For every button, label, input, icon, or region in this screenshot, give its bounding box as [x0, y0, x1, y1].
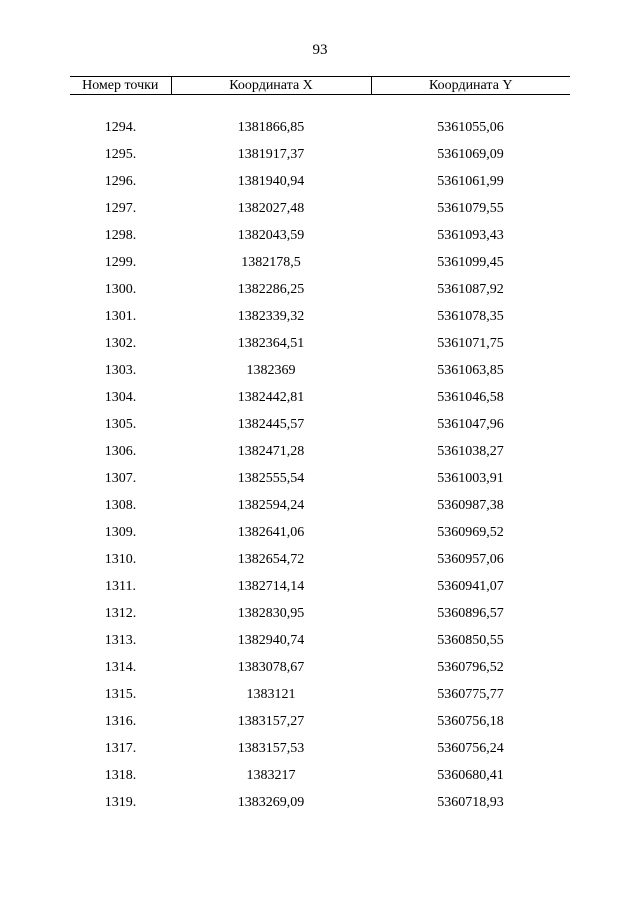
cell-point-number: 1306. [104, 444, 137, 459]
cell-coordinate-y: 5360756,18 [437, 714, 504, 729]
cell-coordinate-x: 1382339,32 [237, 309, 305, 324]
table-row [70, 546, 570, 573]
cell-coordinate-y: 5361099,45 [437, 255, 504, 270]
table-row [70, 438, 570, 465]
table-row [70, 195, 570, 222]
cell-coordinate-x: 1383269,09 [237, 795, 305, 810]
cell-point-number: 1305. [104, 417, 137, 432]
table-row [70, 573, 570, 600]
cell-point-number: 1308. [104, 498, 137, 513]
cell-coordinate-y: 5361055,06 [437, 120, 504, 135]
cell-point-number: 1303. [104, 363, 137, 378]
cell-coordinate-x: 1383121 [246, 687, 296, 702]
cell-point-number: 1307. [104, 471, 137, 486]
table-row [70, 141, 570, 168]
cell-point-number: 1304. [104, 390, 137, 405]
cell-coordinate-x: 1381917,37 [237, 147, 305, 162]
cell-coordinate-y: 5360680,41 [437, 768, 504, 783]
cell-point-number: 1300. [104, 282, 137, 297]
header-coordinate-x: Координата X [171, 77, 371, 95]
cell-coordinate-y: 5361038,27 [437, 444, 504, 459]
table-row [70, 330, 570, 357]
table-header-row [70, 77, 570, 95]
table-row [70, 168, 570, 195]
cell-coordinate-y: 5361003,91 [437, 471, 504, 486]
cell-coordinate-x: 1383217 [246, 768, 296, 783]
cell-coordinate-y: 5360969,52 [437, 525, 504, 540]
cell-coordinate-x: 1382027,48 [237, 201, 305, 216]
table-row [70, 492, 570, 519]
cell-point-number: 1296. [104, 174, 137, 189]
table-spacer [70, 95, 570, 115]
cell-coordinate-x: 1383157,53 [237, 741, 305, 756]
cell-coordinate-x: 1382654,72 [237, 552, 305, 567]
cell-coordinate-y: 5360775,77 [437, 687, 504, 702]
table-row [70, 303, 570, 330]
table-row [70, 708, 570, 735]
cell-coordinate-y: 5361093,43 [437, 228, 504, 243]
cell-point-number: 1312. [104, 606, 137, 621]
cell-coordinate-x: 1382714,14 [237, 579, 305, 594]
cell-coordinate-x: 1382445,57 [237, 417, 305, 432]
table-row [70, 249, 570, 276]
header-coordinate-y: Координата Y [371, 77, 570, 95]
coordinates-table [70, 76, 570, 816]
cell-coordinate-x: 1382471,28 [237, 444, 305, 459]
cell-point-number: 1315. [104, 687, 137, 702]
cell-point-number: 1311. [105, 579, 136, 594]
cell-coordinate-y: 5361078,35 [437, 309, 504, 324]
cell-coordinate-x: 1382178,5 [241, 255, 301, 270]
table-row [70, 411, 570, 438]
page-number: 93 [312, 42, 328, 58]
cell-coordinate-y: 5361071,75 [437, 336, 504, 351]
cell-coordinate-y: 5360796,52 [437, 660, 504, 675]
cell-point-number: 1299. [104, 255, 137, 270]
cell-coordinate-x: 1383157,27 [237, 714, 305, 729]
cell-coordinate-x: 1381866,85 [237, 120, 305, 135]
cell-coordinate-y: 5360896,57 [437, 606, 504, 621]
cell-coordinate-x: 1382641,06 [237, 525, 305, 540]
cell-coordinate-x: 1381940,94 [237, 174, 305, 189]
cell-point-number: 1310. [104, 552, 137, 567]
cell-coordinate-y: 5360957,06 [437, 552, 504, 567]
table-row [70, 276, 570, 303]
table-row [70, 681, 570, 708]
cell-point-number: 1319. [104, 795, 137, 810]
cell-coordinate-y: 5360850,55 [437, 633, 504, 648]
cell-coordinate-x: 1382369 [246, 363, 296, 378]
cell-coordinate-y: 5361061,99 [437, 174, 504, 189]
cell-coordinate-y: 5361087,92 [437, 282, 504, 297]
table-row [70, 735, 570, 762]
table-row [70, 600, 570, 627]
cell-coordinate-x: 1382940,74 [237, 633, 305, 648]
cell-coordinate-x: 1382830,95 [237, 606, 305, 621]
cell-coordinate-x: 1382594,24 [237, 498, 305, 513]
cell-point-number: 1302. [104, 336, 137, 351]
table-row [70, 222, 570, 249]
table-row [70, 762, 570, 789]
cell-point-number: 1309. [104, 525, 137, 540]
cell-coordinate-x: 1382043,59 [237, 228, 305, 243]
table-row [70, 789, 570, 816]
cell-coordinate-x: 1382286,25 [237, 282, 305, 297]
cell-point-number: 1294. [104, 120, 137, 135]
cell-coordinate-y: 5361047,96 [437, 417, 504, 432]
cell-point-number: 1313. [104, 633, 137, 648]
table-row [70, 114, 570, 141]
cell-coordinate-y: 5360987,38 [437, 498, 504, 513]
cell-point-number: 1318. [104, 768, 137, 783]
cell-coordinate-y: 5361063,85 [437, 363, 504, 378]
table-row [70, 519, 570, 546]
cell-point-number: 1316. [104, 714, 137, 729]
header-point-number: Номер точки [70, 77, 171, 95]
cell-point-number: 1301. [104, 309, 137, 324]
cell-coordinate-y: 5360756,24 [437, 741, 504, 756]
cell-coordinate-x: 1382442,81 [237, 390, 305, 405]
table-row [70, 384, 570, 411]
table-row [70, 465, 570, 492]
cell-coordinate-y: 5361079,55 [437, 201, 504, 216]
cell-point-number: 1295. [104, 147, 137, 162]
cell-point-number: 1298. [104, 228, 137, 243]
cell-coordinate-x: 1382364,51 [237, 336, 305, 351]
cell-coordinate-y: 5361046,58 [437, 390, 504, 405]
table-row [70, 357, 570, 384]
table-row [70, 627, 570, 654]
cell-point-number: 1314. [104, 660, 137, 675]
cell-coordinate-x: 1382555,54 [237, 471, 305, 486]
cell-coordinate-y: 5360718,93 [437, 795, 504, 810]
table-row [70, 654, 570, 681]
cell-coordinate-y: 5360941,07 [437, 579, 504, 594]
cell-point-number: 1317. [104, 741, 137, 756]
cell-point-number: 1297. [104, 201, 137, 216]
cell-coordinate-y: 5361069,09 [437, 147, 504, 162]
cell-coordinate-x: 1383078,67 [237, 660, 305, 675]
